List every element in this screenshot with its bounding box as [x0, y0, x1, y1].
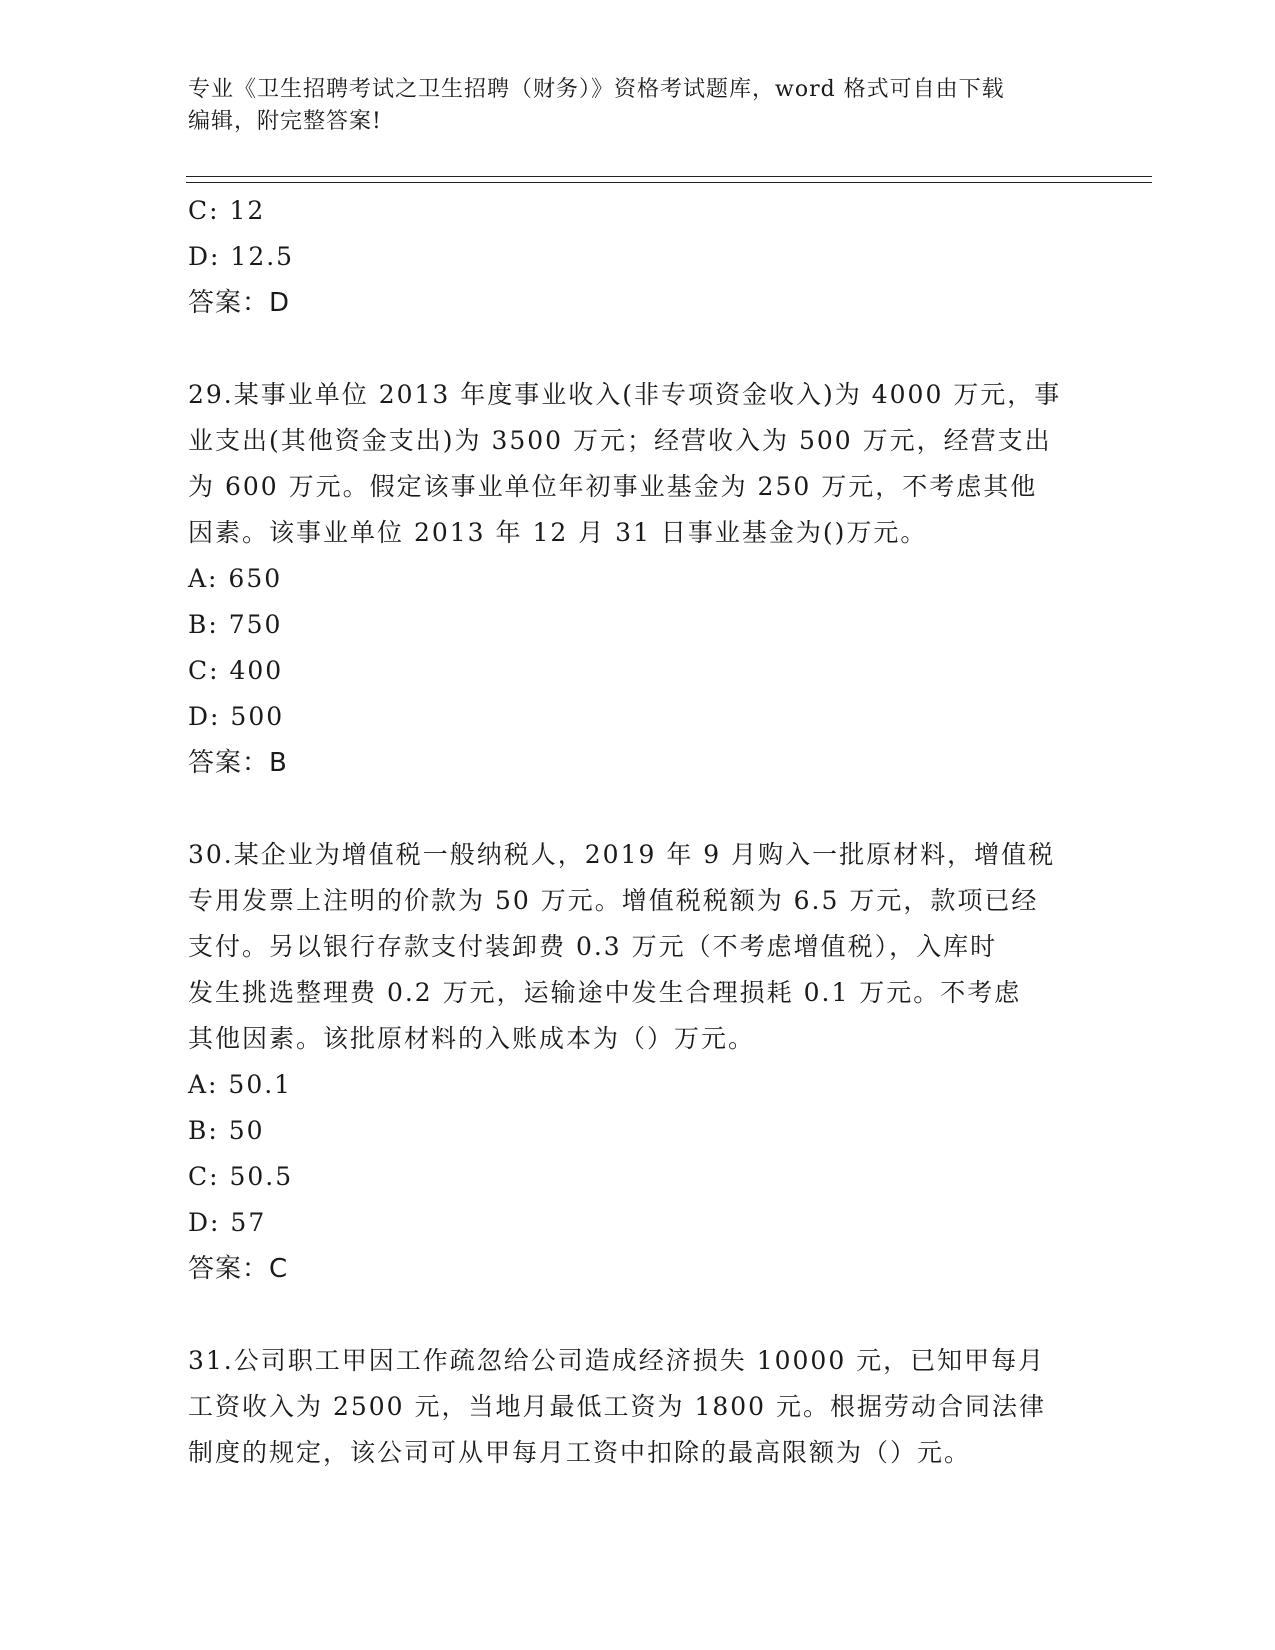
question-line: 30.某企业为增值税一般纳税人，2019 年 9 月购入一批原材料，增值税: [188, 840, 1056, 869]
option-c: C: 12: [188, 196, 266, 225]
question-28-tail: [188, 188, 1088, 326]
document-body: [188, 188, 1088, 1476]
question-line: 31.公司职工甲因工作疏忽给公司造成经济损失 10000 元，已知甲每月: [188, 1346, 1046, 1375]
option-a: A: 50.1: [188, 1070, 293, 1099]
question-30: [188, 832, 1088, 1292]
spacer: [188, 786, 1088, 832]
spacer: [188, 1292, 1088, 1338]
header-line-1: 专业《卫生招聘考试之卫生招聘（财务）》资格考试题库，word 格式可自由下载: [188, 77, 1005, 102]
header-rule-bottom: [186, 182, 1152, 183]
answer-line: 答案：D: [188, 288, 291, 318]
option-d: D: 12.5: [188, 242, 295, 271]
question-line: 因素。该事业单位 2013 年 12 月 31 日事业基金为()万元。: [188, 518, 928, 547]
option-d: D: 57: [188, 1208, 267, 1237]
question-line: 制度的规定，该公司可从甲每月工资中扣除的最高限额为（）元。: [188, 1438, 972, 1467]
question-text: [188, 372, 1088, 556]
question-29: [188, 372, 1088, 786]
spacer: [188, 326, 1088, 372]
answer-line: 答案：C: [188, 1254, 289, 1284]
question-31: [188, 1338, 1088, 1476]
question-line: 支付。另以银行存款支付装卸费 0.3 万元（不考虑增值税），入库时: [188, 932, 998, 961]
question-line: 发生挑选整理费 0.2 万元，运输途中发生合理损耗 0.1 万元。不考虑: [188, 978, 1022, 1007]
question-line: 工资收入为 2500 元，当地月最低工资为 1800 元。根据劳动合同法律: [188, 1392, 1047, 1421]
header-rule-top: [186, 176, 1152, 177]
option-c: C: 50.5: [188, 1162, 294, 1191]
answer-line: 答案：B: [188, 748, 288, 778]
question-line: 为 600 万元。假定该事业单位年初事业基金为 250 万元，不考虑其他: [188, 472, 1038, 501]
option-b: B: 750: [188, 610, 283, 639]
option-b: B: 50: [188, 1116, 265, 1145]
document-header: [188, 74, 1068, 138]
question-text: [188, 832, 1088, 1062]
option-a: A: 650: [188, 564, 283, 593]
question-line: 其他因素。该批原材料的入账成本为（）万元。: [188, 1024, 756, 1053]
question-text: [188, 1338, 1088, 1476]
question-line: 专用发票上注明的价款为 50 万元。增值税税额为 6.5 万元，款项已经: [188, 886, 1039, 915]
option-c: C: 400: [188, 656, 284, 685]
option-d: D: 500: [188, 702, 285, 731]
question-line: 29.某事业单位 2013 年度事业收入(非专项资金收入)为 4000 万元，事: [188, 380, 1062, 409]
question-line: 业支出(其他资金支出)为 3500 万元；经营收入为 500 万元，经营支出: [188, 426, 1052, 455]
header-line-2: 编辑，附完整答案!: [188, 109, 382, 134]
